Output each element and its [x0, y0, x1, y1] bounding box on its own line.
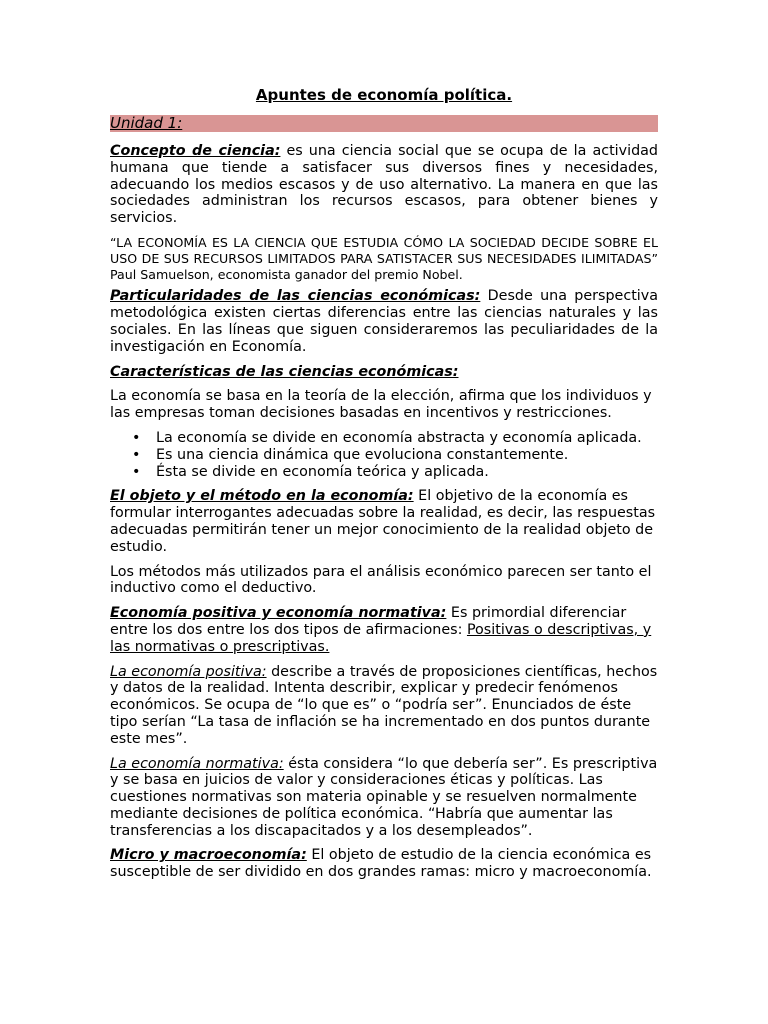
objeto-heading: El objeto y el método en la economía: [110, 488, 414, 505]
unit-heading-text: Unidad 1: [110, 114, 183, 132]
bullet-icon: • [132, 446, 141, 463]
objeto-text: El objetivo de la economía es formular interrogantes adecuadas sobre la realidad, es decir, las respuestas adecuadas permitirán tener un mejor conocimiento de la realidad objeto de estudio. [110, 488, 656, 555]
document-title: Apuntes de economía política. [255, 86, 513, 104]
particularidades-text: Desde una perspectiva metodológica existen ciertas diferencias entre las ciencias naturales y las sociales. En las líneas que siguen consideraremos las peculiaridades de la investigación en Economía. [110, 288, 658, 355]
paragraph-metodos: Los métodos más utilizados para el análisis económico parecen ser tanto el inductivo como el deductivo. [110, 563, 652, 597]
list-item [132, 446, 658, 464]
positiva-normativa-heading: Economía positiva y economía normativa: [110, 605, 447, 622]
paragraph-caracteristicas-intro: La economía se basa en la teoría de la elección, afirma que los individuos y las empresas toman decisiones basadas en incentivos y restricciones. [110, 388, 652, 422]
list-item [132, 429, 658, 447]
bullet-icon: • [132, 429, 141, 446]
paragraph-positiva-normativa [110, 605, 658, 655]
paragraph-particularidades [110, 288, 658, 355]
list-item-text: Es una ciencia dinámica que evoluciona constantemente. [156, 446, 569, 463]
normativa-text: ésta considera “lo que debería ser”. Es prescriptiva y se basa en juicios de valor y consideraciones éticas y políticas. Las cuestiones normativas son materia opinable y se resuelven normalmente mediante decisiones de política económica. “Habría que aumentar las transferencias a los discapacitados y a los desempleados”. [110, 755, 658, 839]
positiva-text: describe a través de proposiciones científicas, hechos y datos de la realidad. Intenta describir, explicar y predecir fenómenos económicos. Se ocupa de “lo que es” o “podría ser”. Enunciados de éste tipo serían “La tasa de inflación se ha incrementado en dos puntos durante este mes”. [110, 663, 658, 747]
positiva-normativa-underlined: Positivas o descriptivas, y las normativas o prescriptivas. [110, 621, 652, 655]
particularidades-heading: Particularidades de las ciencias económicas: [110, 288, 481, 305]
bullet-icon: • [132, 463, 141, 480]
caracteristicas-heading: Características de las ciencias económicas: [110, 363, 459, 380]
document-page [110, 86, 658, 889]
micro-macro-heading: Micro y macroeconomía: [110, 847, 307, 864]
concepto-text: es una ciencia social que se ocupa de la actividad humana que tiende a satisfacer sus diversos fines y necesidades, adecuando los medios escasos y de uso alternativo. La manera en que las sociedades administran los recursos escasos, para obtener bienes y servicios. [110, 143, 658, 227]
list-item-text: Ésta se divide en economía teórica y aplicada. [156, 463, 489, 480]
unit-heading [110, 115, 658, 132]
list-item [132, 463, 658, 481]
paragraph-normativa [110, 756, 658, 840]
positiva-normativa-text: Es primordial diferenciar entre los dos entre los dos tipos de afirmaciones: [110, 605, 627, 638]
samuelson-quote [110, 235, 658, 282]
list-item-text: La economía se divide en economía abstracta y economía aplicada. [156, 429, 642, 446]
paragraph-caracteristicas-heading [110, 364, 658, 381]
quote-text: “LA ECONOMÍA ES LA CIENCIA QUE ESTUDIA CÓMO LA SOCIEDAD DECIDE SOBRE EL USO DE SUS RECURSOS LIMITADOS PARA SATISTACER SUS NECESIDADES ILIMITADAS” [110, 234, 658, 266]
paragraph-positiva [110, 664, 658, 748]
paragraph-concepto [110, 143, 658, 227]
paragraph-micro-macro [110, 847, 658, 881]
quote-attribution: Paul Samuelson, economista ganador del premio Nobel. [110, 266, 463, 282]
concepto-heading: Concepto de ciencia: [110, 143, 281, 159]
positiva-heading: La economía positiva: [110, 663, 267, 680]
caracteristicas-list [110, 430, 658, 480]
paragraph-objeto [110, 488, 658, 555]
normativa-heading: La economía normativa: [110, 755, 284, 772]
micro-macro-text: El objeto de estudio de la ciencia económica es susceptible de ser dividido en dos grandes ramas: micro y macroeconomía. [110, 847, 652, 881]
